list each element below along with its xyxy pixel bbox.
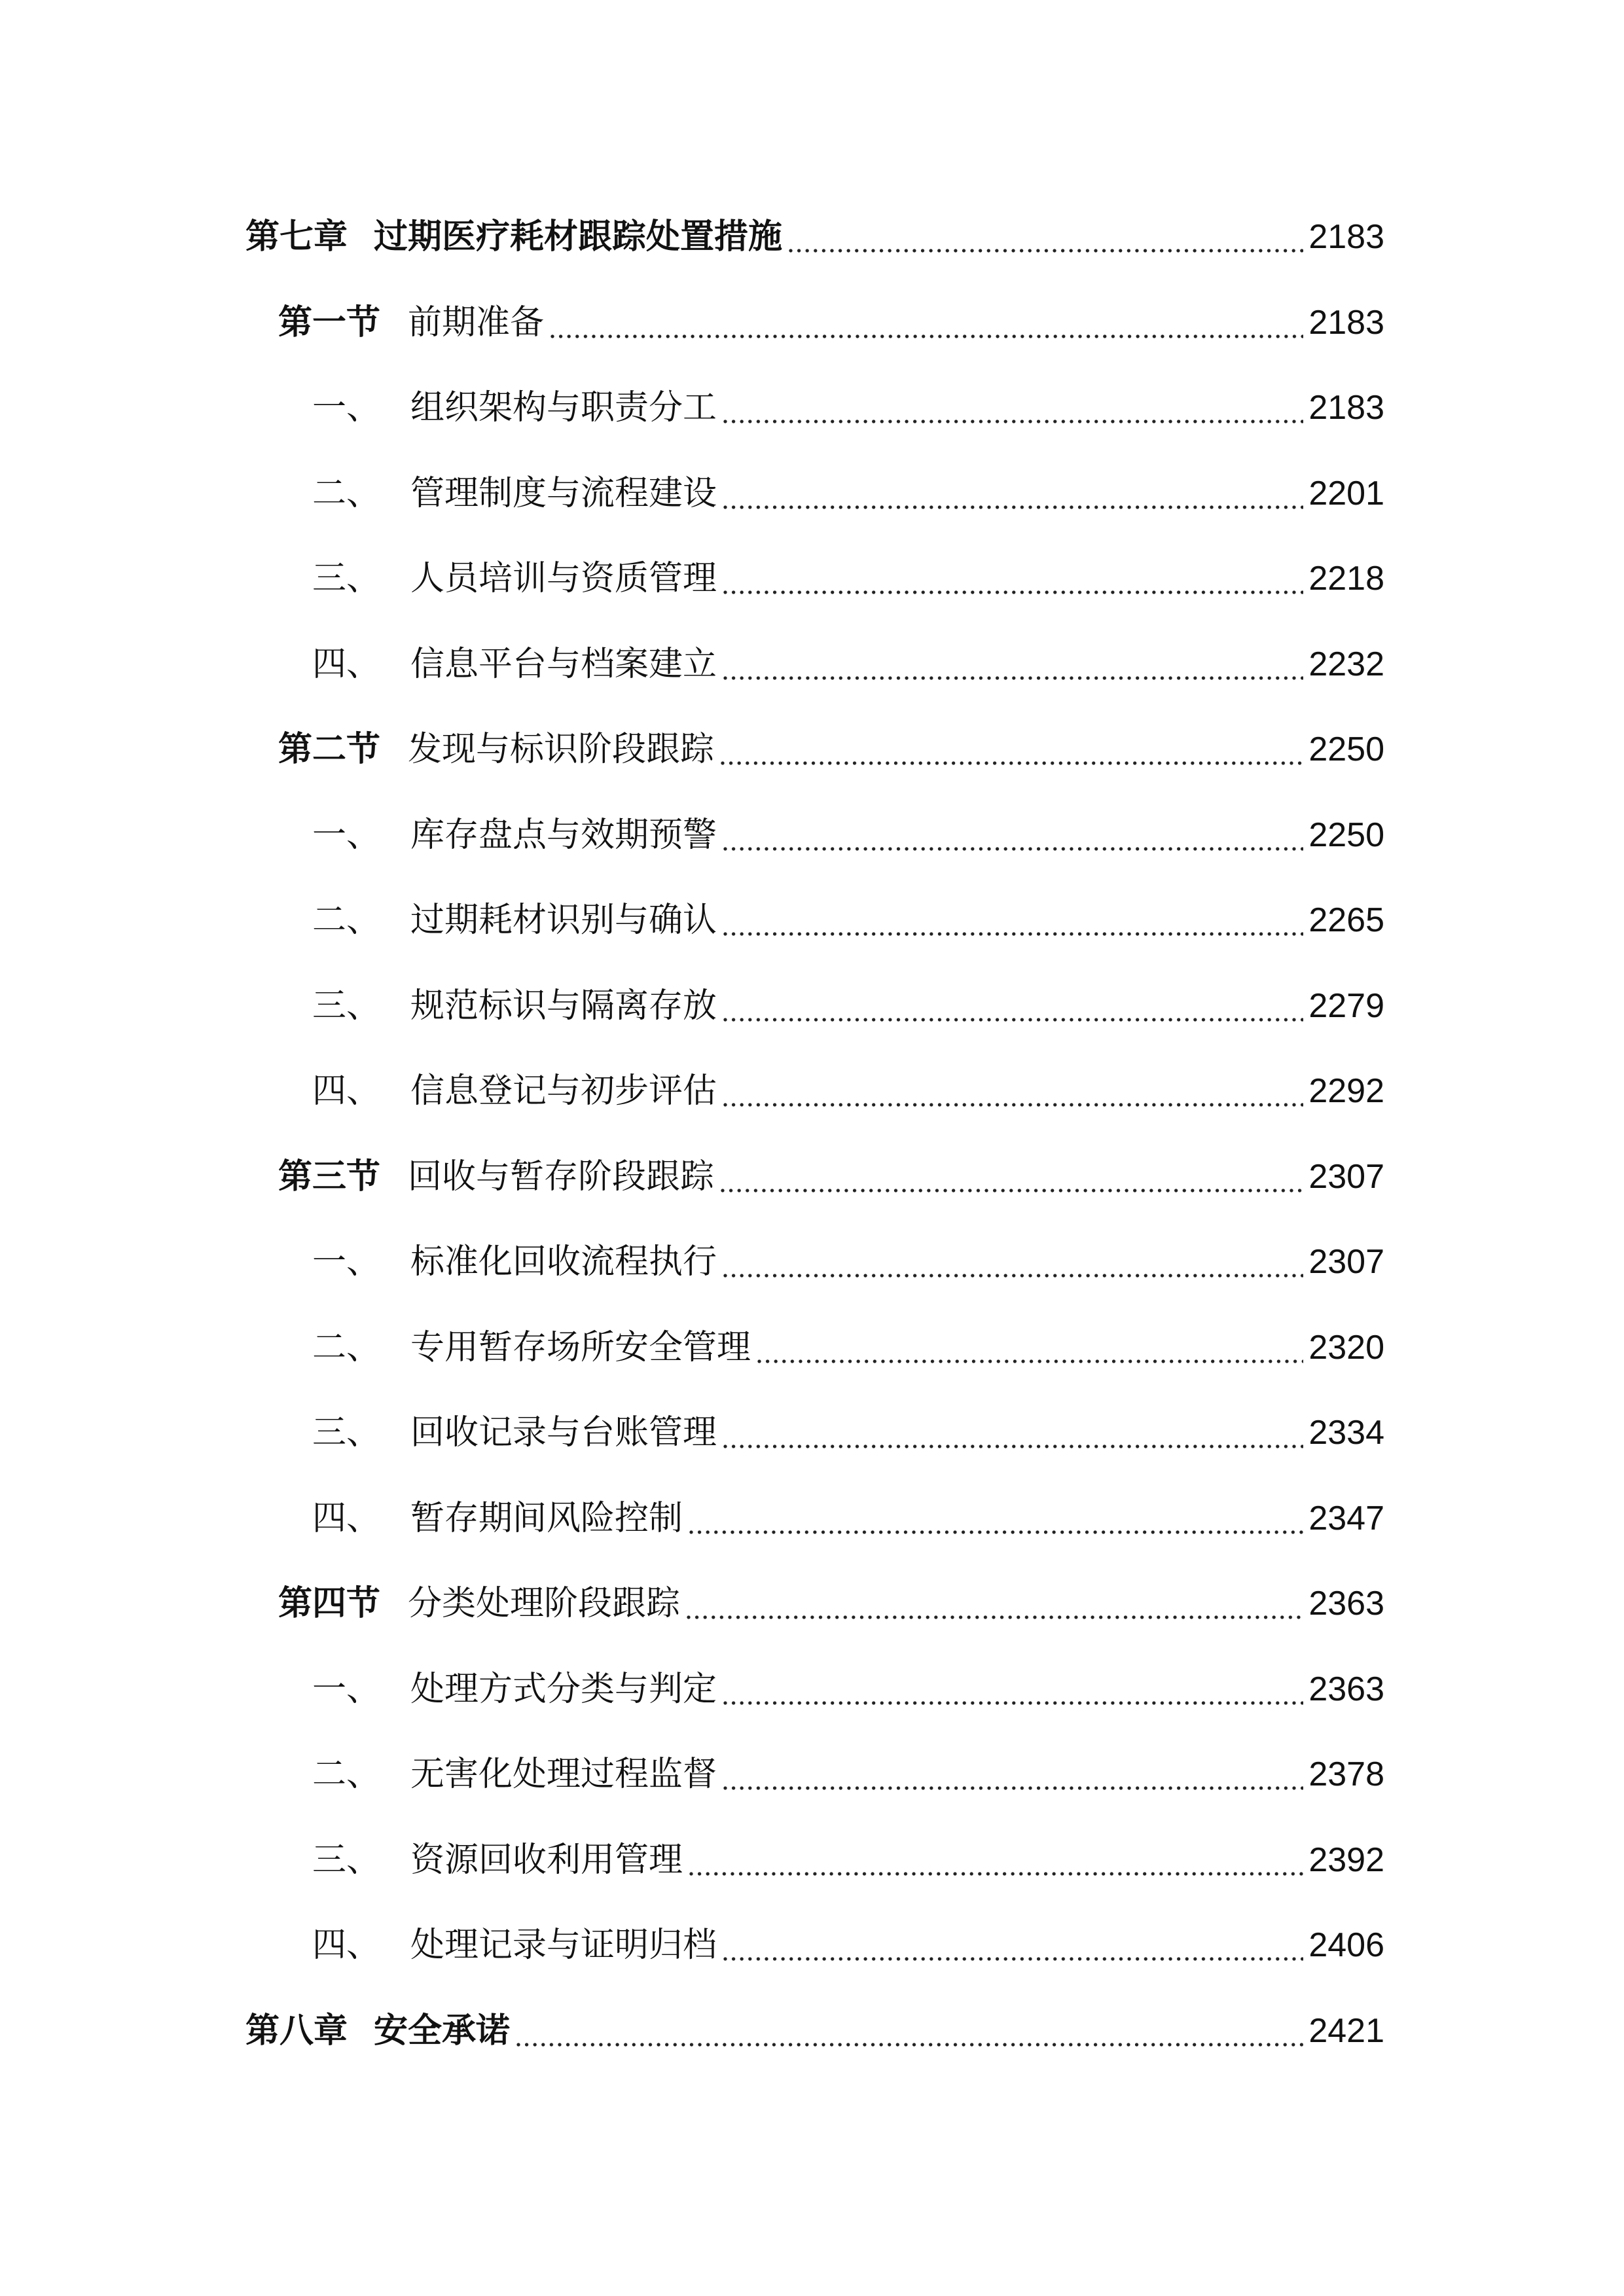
toc-entry-page-number: 2363 [1308,1670,1384,1708]
toc-entry-title: 回收记录与台账管理 [410,1413,717,1452]
toc-entry-label [312,1663,717,1715]
toc-entry-label [312,1236,717,1288]
dot-leader [723,1748,1303,1801]
toc-entry-label [312,1065,717,1117]
toc-entry-page-number: 2334 [1308,1414,1384,1452]
dot-leader [723,382,1303,434]
toc-entry-page-number: 2392 [1308,1840,1384,1879]
toc-entry-page-number: 2363 [1308,1585,1384,1623]
dot-leader [689,1492,1303,1545]
toc-entry-label [312,809,717,861]
dot-leader [789,211,1303,263]
dot-leader [687,1577,1303,1630]
toc-entry-title: 专用暂存场所安全管理 [410,1327,751,1367]
toc-entry-number: 第四节 [278,1584,381,1623]
toc-entry-item[interactable] [0,1407,1384,1459]
toc-entry-label [312,1834,683,1886]
toc-entry-page-number: 2307 [1308,1243,1384,1281]
toc-entry-number: 二、 [312,1327,381,1367]
toc-entry-number: 三、 [312,559,381,598]
toc-entry-chapter[interactable] [0,211,1384,263]
toc-entry-number: 二、 [312,901,381,940]
toc-entry-page-number: 2279 [1308,986,1384,1025]
toc-entry-title: 信息平台与档案建立 [410,644,717,684]
toc-entry-title: 发现与标识阶段跟踪 [408,730,715,769]
toc-entry-number: 一、 [312,388,381,427]
toc-entry-title: 安全承诺 [374,2011,511,2051]
toc-entry-label [312,382,717,434]
toc-entry-item[interactable] [0,382,1384,434]
toc-entry-item[interactable] [0,1663,1384,1715]
toc-entry-section[interactable] [0,723,1384,776]
toc-entry-page-number: 2183 [1308,303,1384,342]
toc-entry-number: 四、 [312,644,381,684]
toc-entry-title: 资源回收利用管理 [410,1840,683,1880]
toc-entry-item[interactable] [0,638,1384,691]
toc-entry-item[interactable] [0,1321,1384,1374]
toc-entry-label [312,1492,683,1545]
toc-entry-item[interactable] [0,1748,1384,1801]
toc-entry-number: 三、 [312,986,381,1026]
toc-entry-title: 过期医疗耗材跟踪处置措施 [374,217,783,257]
toc-entry-number: 一、 [312,1669,381,1709]
toc-entry-section[interactable] [0,1577,1384,1630]
toc-entry-number: 一、 [312,815,381,855]
toc-entry-title: 标准化回收流程执行 [410,1242,717,1282]
toc-entry-item[interactable] [0,809,1384,861]
toc-entry-section[interactable] [0,1151,1384,1203]
toc-entry-page-number: 2421 [1308,2011,1384,2050]
toc-entry-title: 处理方式分类与判定 [410,1669,717,1709]
toc-entry-number: 四、 [312,1926,381,1965]
toc-entry-number: 三、 [312,1413,381,1452]
dot-leader [550,296,1303,349]
toc-entry-chapter[interactable] [0,2005,1384,2057]
dot-leader [723,638,1303,691]
toc-entry-page-number: 2250 [1308,730,1384,768]
toc-entry-title: 分类处理阶段跟踪 [408,1584,681,1623]
toc-entry-label [312,1919,717,1971]
toc-entry-page-number: 2347 [1308,1499,1384,1537]
toc-entry-title: 回收与暂存阶段跟踪 [408,1157,715,1196]
dot-leader [721,1151,1303,1203]
dot-leader [723,1663,1303,1715]
toc-entry-label [312,467,717,520]
dot-leader [723,467,1303,520]
toc-entry-item[interactable] [0,467,1384,520]
toc-entry-title: 过期耗材识别与确认 [410,901,717,940]
toc-entry-page-number: 2265 [1308,901,1384,939]
toc-entry-title: 前期准备 [408,302,545,342]
toc-entry-number: 二、 [312,473,381,513]
toc-entry-page-number: 2201 [1308,474,1384,512]
toc-entry-title: 库存盘点与效期预警 [410,815,717,855]
toc-entry-label [245,2005,510,2057]
toc-entry-number: 第八章 [245,2011,348,2051]
dot-leader [689,1834,1303,1886]
toc-entry-label [278,1151,714,1203]
toc-entry-number: 第七章 [245,217,348,257]
toc-entry-item[interactable] [0,894,1384,946]
dot-leader [723,980,1303,1032]
toc-entry-number: 三、 [312,1840,381,1880]
toc-entry-item[interactable] [0,1919,1384,1971]
toc-entry-label [245,211,782,263]
toc-entry-page-number: 2307 [1308,1157,1384,1196]
toc-entry-page-number: 2250 [1308,816,1384,854]
toc-entry-item[interactable] [0,1065,1384,1117]
toc-entry-page-number: 2378 [1308,1755,1384,1793]
toc-entry-item[interactable] [0,1492,1384,1545]
toc-entry-page-number: 2183 [1308,218,1384,256]
toc-entry-title: 暂存期间风险控制 [410,1498,683,1538]
dot-leader [723,1236,1303,1288]
toc-entry-label [312,1407,717,1459]
toc-entry-page-number: 2406 [1308,1926,1384,1964]
toc-entry-label [312,1321,751,1374]
toc-entry-item[interactable] [0,980,1384,1032]
toc-entry-item[interactable] [0,1834,1384,1886]
toc-entry-title: 处理记录与证明归档 [410,1926,717,1965]
toc-entry-section[interactable] [0,296,1384,349]
toc-entry-label [312,552,717,605]
toc-entry-number: 第三节 [278,1157,381,1196]
toc-entry-title: 无害化处理过程监督 [410,1755,717,1794]
toc-entry-number: 第二节 [278,730,381,769]
toc-entry-number: 二、 [312,1755,381,1794]
dot-leader [723,552,1303,605]
toc-entry-title: 信息登记与初步评估 [410,1071,717,1111]
dot-leader [516,2005,1303,2057]
toc-entry-title: 组织架构与职责分工 [410,388,717,427]
toc-entry-number: 四、 [312,1071,381,1111]
toc-entry-label [278,296,544,349]
toc-entry-label [312,1748,717,1801]
dot-leader [723,809,1303,861]
toc-entry-page-number: 2183 [1308,389,1384,427]
dot-leader [723,894,1303,946]
dot-leader [757,1321,1303,1374]
toc-entry-label [278,723,714,776]
dot-leader [723,1919,1303,1971]
toc-entry-number: 四、 [312,1498,381,1538]
dot-leader [723,1407,1303,1459]
toc-entry-page-number: 2292 [1308,1072,1384,1110]
toc-entry-title: 规范标识与隔离存放 [410,986,717,1026]
toc-entry-page-number: 2218 [1308,560,1384,598]
toc-entry-label [312,638,717,691]
toc-entry-item[interactable] [0,1236,1384,1288]
toc-entry-label [312,980,717,1032]
toc-entry-item[interactable] [0,552,1384,605]
dot-leader [723,1065,1303,1117]
toc-entry-page-number: 2232 [1308,645,1384,683]
toc-entry-label [278,1577,680,1630]
toc-entry-page-number: 2320 [1308,1328,1384,1367]
toc-entry-title: 人员培训与资质管理 [410,559,717,598]
toc-entry-number: 第一节 [278,302,381,342]
toc-entry-label [312,894,717,946]
dot-leader [721,723,1303,776]
toc-entry-title: 管理制度与流程建设 [410,473,717,513]
toc-entry-number: 一、 [312,1242,381,1282]
